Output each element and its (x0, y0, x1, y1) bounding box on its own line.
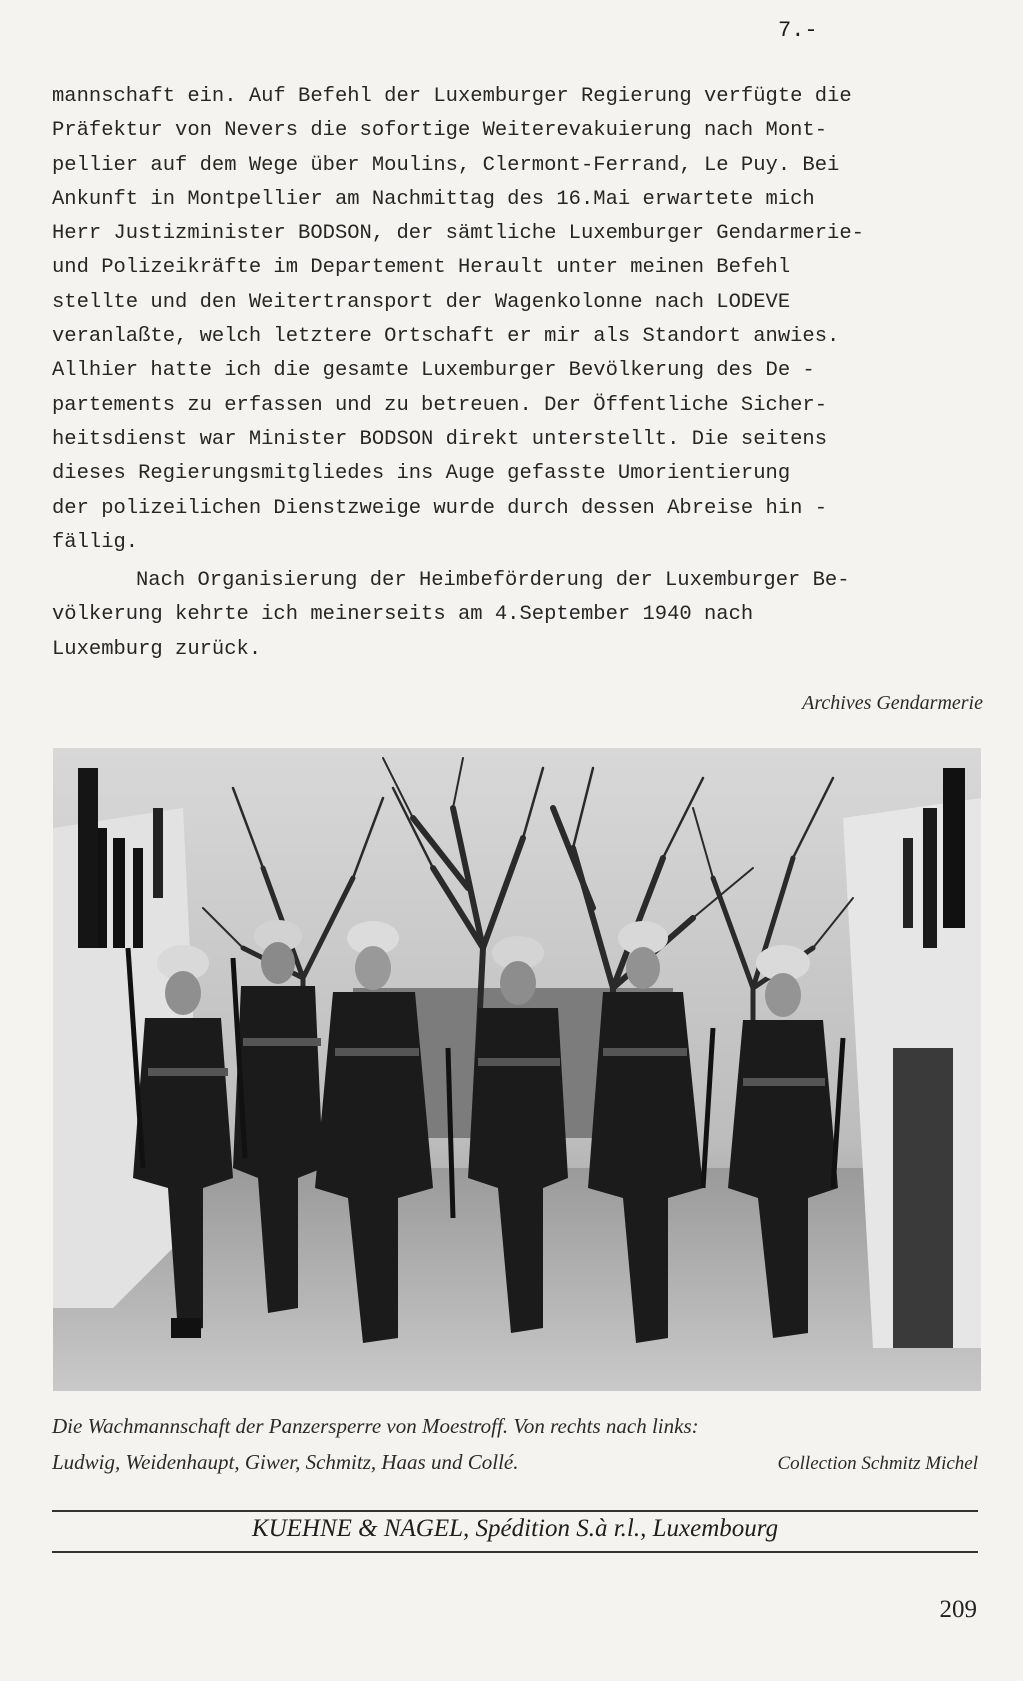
caption-line-2: Ludwig, Weidenhaupt, Giwer, Schmitz, Haas und Collé. (52, 1450, 519, 1474)
typed-line: partements zu erfassen und zu betreuen. Der Öffentliche Sicher- (52, 393, 828, 417)
typed-line: Nach Organisierung der Heimbeförderung der Luxemburger Be- (136, 569, 850, 593)
advertisement-banner: KUEHNE & NAGEL, Spédition S.à r.l., Luxembourg (251, 1515, 779, 1542)
typed-line: fällig. (52, 530, 139, 554)
typed-paragraph-2 (52, 564, 982, 667)
typed-line: mannschaft ein. Auf Befehl der Luxemburger Regierung verfügte die (52, 85, 852, 108)
typed-line: veranlaßte, welch letztere Ortschaft er mir als Standort anwies. (52, 325, 840, 349)
typed-line: heitsdienst war Minister BODSON direkt unterstellt. Die seitens (52, 427, 828, 451)
typed-line: der polizeilichen Dienstzweige wurde durch dessen Abreise hin - (52, 496, 828, 520)
typewritten-text (52, 80, 982, 667)
typed-line: völkerung kehrte ich meinerseits am 4.September 1940 nach (52, 603, 754, 627)
typed-line: Luxemburg zurück. (52, 637, 262, 661)
typed-line: dieses Regierungsmitgliedes ins Auge gefasste Umorientierung (52, 462, 791, 486)
archive-source: Archives Gendarmerie (802, 692, 983, 714)
typed-paragraph-1 (52, 80, 982, 560)
photo-illustration (53, 748, 981, 1391)
caption-line-1: Die Wachmannschaft der Panzersperre von Moestroff. Von rechts nach links: (52, 1414, 699, 1438)
photo-credit: Collection Schmitz Michel (777, 1453, 978, 1474)
advert-rule-bottom (52, 1551, 978, 1553)
advert-rule-top (52, 1510, 978, 1512)
typed-line: stellte und den Weitertransport der Wagenkolonne nach LODEVE (52, 290, 791, 314)
photo-caption (52, 1408, 982, 1482)
typed-line: Allhier hatte ich die gesamte Luxemburger Bevölkerung des De - (52, 359, 815, 383)
page-header-number: 7.- (778, 18, 818, 43)
typed-line: und Polizeikräfte im Departement Herault unter meinen Befehl (52, 256, 791, 280)
typed-line: Herr Justizminister BODSON, der sämtliche Luxemburger Gendarmerie- (52, 222, 864, 246)
typed-line: pellier auf dem Wege über Moulins, Clermont-Ferrand, Le Puy. Bei (52, 153, 840, 177)
page-number: 209 (939, 1596, 977, 1623)
typed-line: Präfektur von Nevers die sofortige Weiterevakuierung nach Mont- (52, 119, 828, 143)
historical-photograph (53, 748, 981, 1391)
typed-line: Ankunft in Montpellier am Nachmittag des 16.Mai erwartete mich (52, 187, 815, 211)
